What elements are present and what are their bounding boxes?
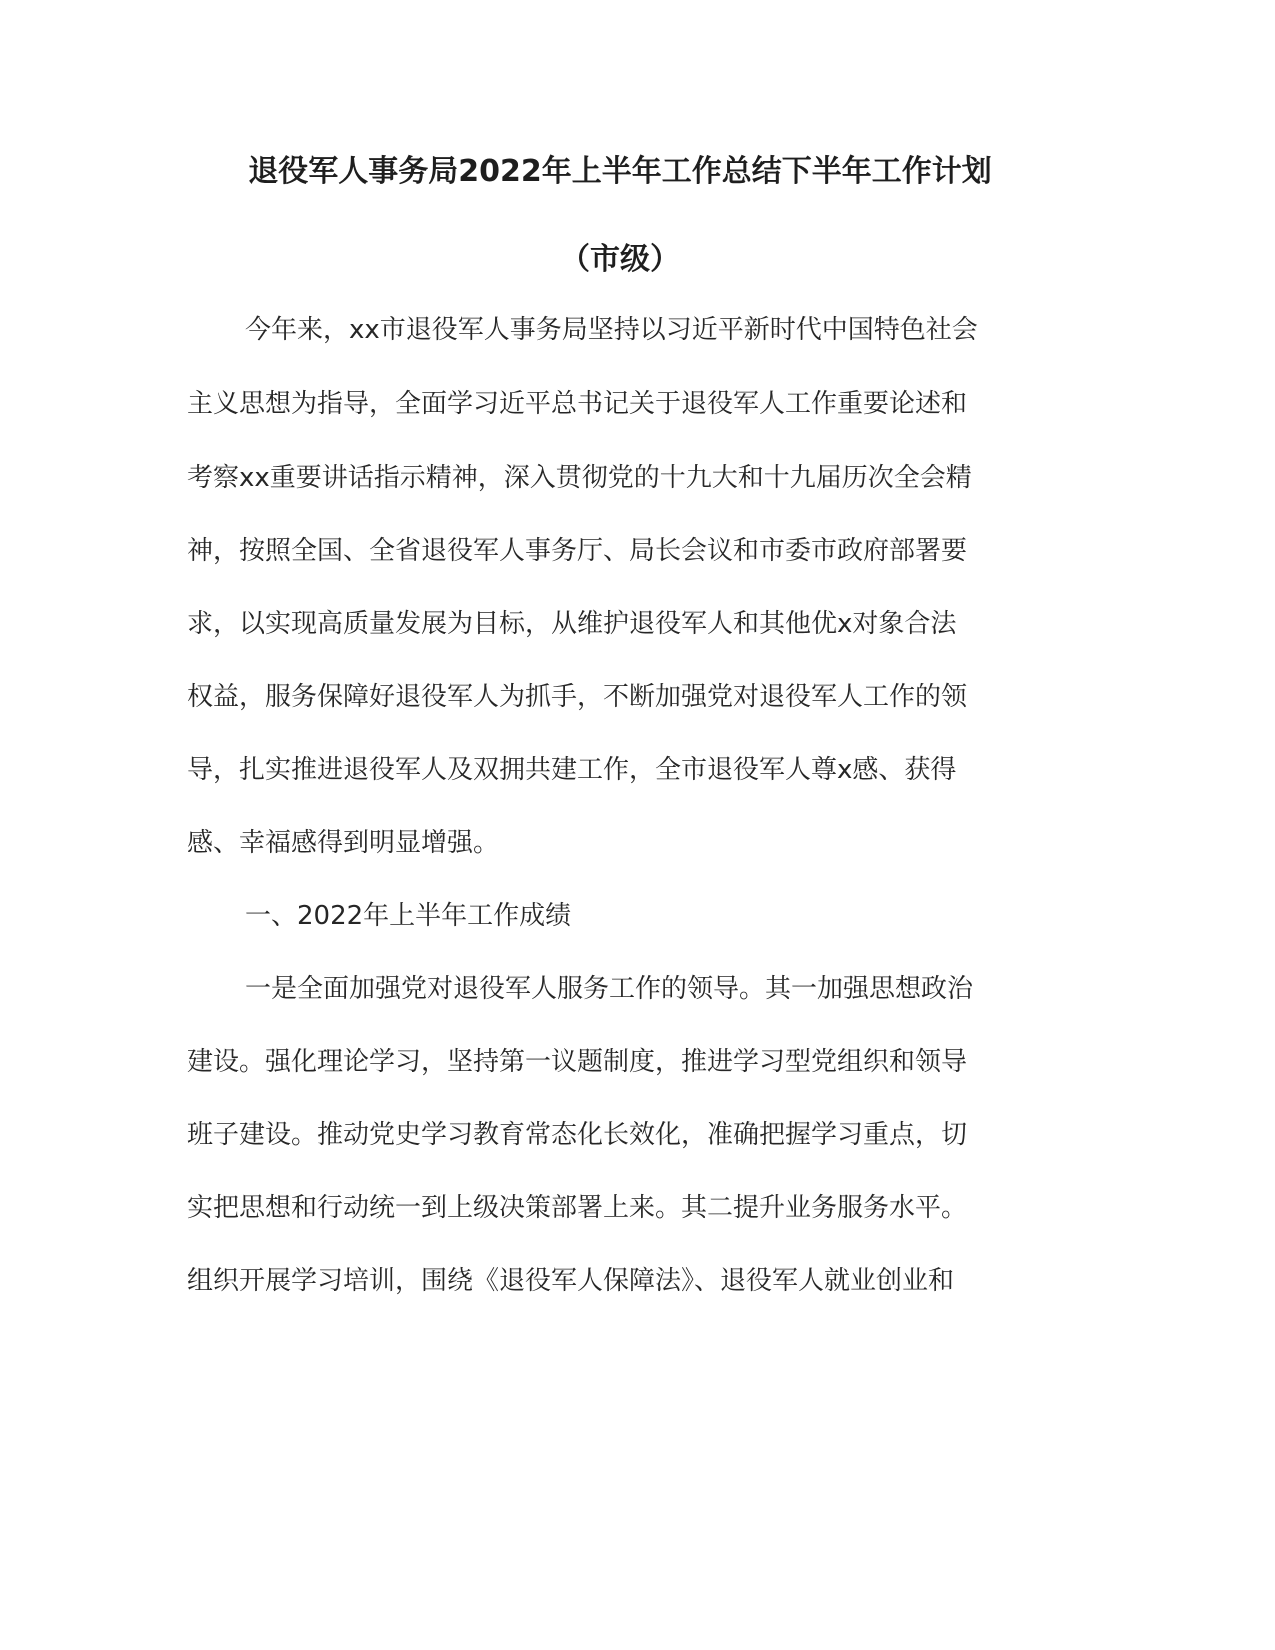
document-title: 退役军人事务局2022年上半年工作总结下半年工作计划	[248, 154, 992, 189]
paragraph-line: 感、幸福感得到明显增强。	[187, 828, 500, 858]
paragraph-line: 建设。强化理论学习，坚持第一议题制度，推进学习型党组织和领导	[187, 1047, 968, 1077]
paragraph-line: 导，扎实推进退役军人及双拥共建工作，全市退役军人尊x感、获得	[187, 755, 957, 785]
paragraph-line: 求，以实现高质量发展为目标，从维护退役军人和其他优x对象合法	[187, 609, 957, 639]
paragraph-line: 一是全面加强党对退役军人服务工作的领导。其一加强思想政治	[245, 974, 974, 1004]
paragraph-line: 今年来，xx市退役军人事务局坚持以习近平新时代中国特色社会	[245, 315, 978, 345]
document-subtitle: （市级）	[560, 242, 680, 277]
paragraph-line: 考察xx重要讲话指示精神，深入贯彻党的十九大和十九届历次全会精	[187, 463, 972, 493]
paragraph-line: 班子建设。推动党史学习教育常态化长效化，准确把握学习重点，切	[187, 1120, 968, 1150]
paragraph-line: 神，按照全国、全省退役军人事务厅、局长会议和市委市政府部署要	[187, 536, 968, 566]
paragraph-line: 权益，服务保障好退役军人为抓手，不断加强党对退役军人工作的领	[187, 682, 968, 712]
paragraph-line: 组织开展学习培训，围绕《退役军人保障法》、退役军人就业创业和	[187, 1266, 955, 1296]
paragraph-line: 实把思想和行动统一到上级决策部署上来。其二提升业务服务水平。	[187, 1193, 968, 1223]
section-heading: 一、2022年上半年工作成绩	[245, 901, 572, 931]
paragraph-line: 主义思想为指导，全面学习近平总书记关于退役军人工作重要论述和	[187, 389, 968, 419]
